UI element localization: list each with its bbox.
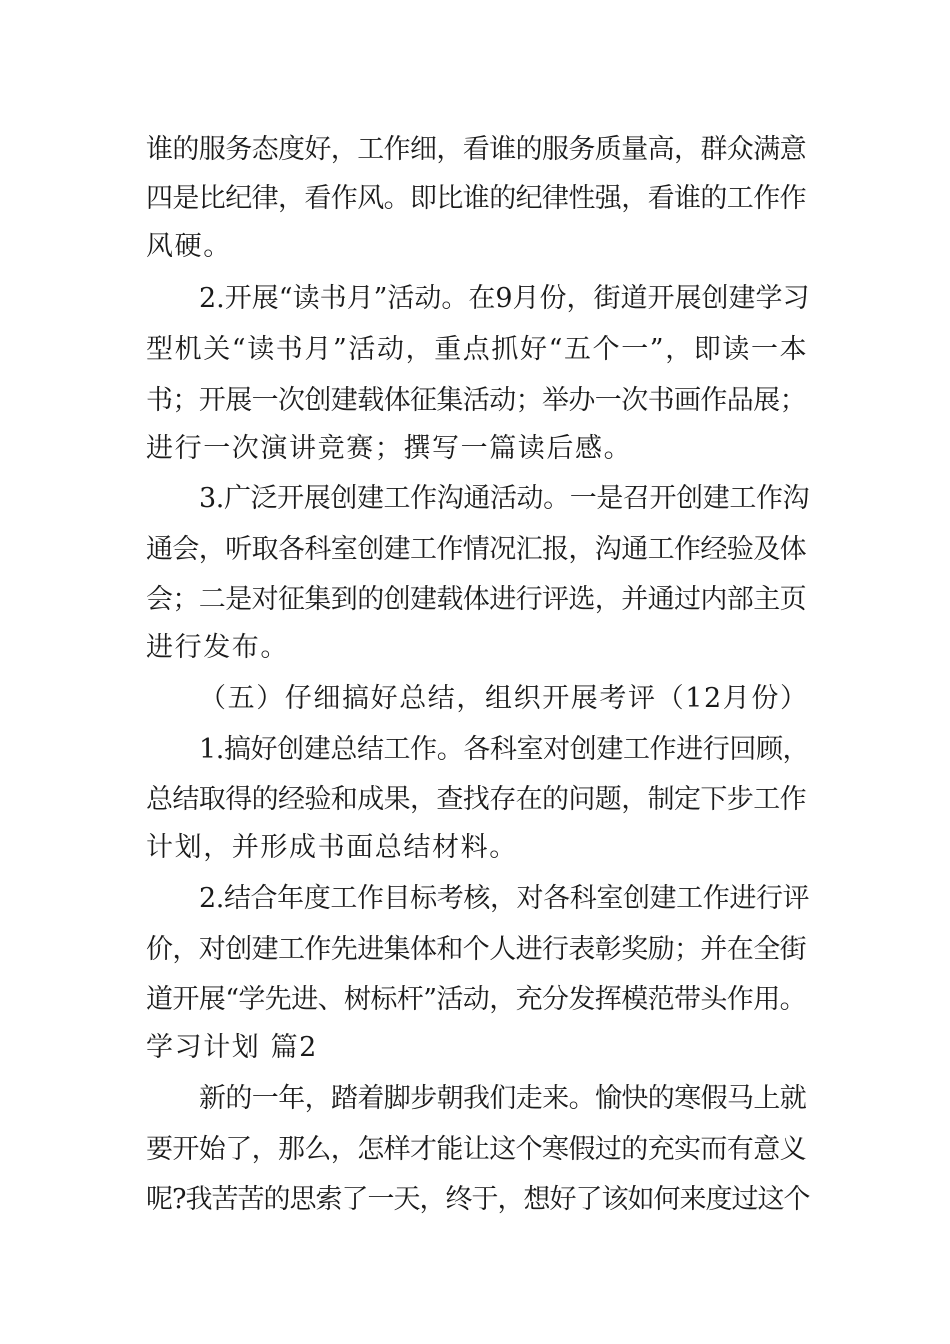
paragraph-start-line: 2.开展“读书月”活动。在9月份，街道开展创建学习 — [199, 283, 810, 314]
text-line: 书；开展一次创建载体征集活动；举办一次书画作品展； — [146, 385, 806, 416]
text-line: 四是比纪律，看作风。即比谁的纪律性强，看谁的工作作 — [146, 183, 806, 214]
text-line: 道开展“学先进、树标杆”活动，充分发挥模范带头作用。 — [146, 984, 807, 1015]
text-line: 型机关“读书月”活动，重点抓好“五个一”，即读一本 — [146, 334, 809, 365]
paragraph-start-line: 新的一年，踏着脚步朝我们走来。愉快的寒假马上就 — [199, 1083, 807, 1114]
text-line: 价，对创建工作先进集体和个人进行表彰奖励；并在全街 — [146, 934, 806, 965]
text-line: 会；二是对征集到的创建载体进行评选，并通过内部主页 — [146, 584, 806, 615]
text-line: 谁的服务态度好，工作细，看谁的服务质量高，群众满意 — [146, 134, 806, 165]
text-line: 呢?我苦苦的思索了一天，终于，想好了该如何来度过这个 — [146, 1184, 810, 1215]
text-line: 计划，并形成书面总结材料。 — [146, 832, 518, 863]
text-line: 要开始了，那么，怎样才能让这个寒假过的充实而有意义 — [146, 1134, 806, 1165]
text-line: 进行一次演讲竞赛；撰写一篇读后感。 — [146, 433, 633, 464]
paragraph-start-line: 2.结合年度工作目标考核，对各科室创建工作进行评 — [199, 883, 810, 914]
section-heading: （五）仔细搞好总结，组织开展考评（12月份） — [199, 683, 809, 714]
paragraph-start-line: 1.搞好创建总结工作。各科室对创建工作进行回顾， — [199, 734, 810, 765]
text-line: 风硬。 — [146, 231, 232, 262]
text-line: 总结取得的经验和成果，查找存在的问题，制定下步工作 — [146, 784, 806, 815]
text-line: 进行发布。 — [146, 632, 289, 663]
text-line: 通会，听取各科室创建工作情况汇报，沟通工作经验及体 — [146, 534, 806, 565]
paragraph-start-line: 3.广泛开展创建工作沟通活动。一是召开创建工作沟 — [199, 483, 810, 514]
article-title: 学习计划 篇2 — [146, 1032, 318, 1063]
